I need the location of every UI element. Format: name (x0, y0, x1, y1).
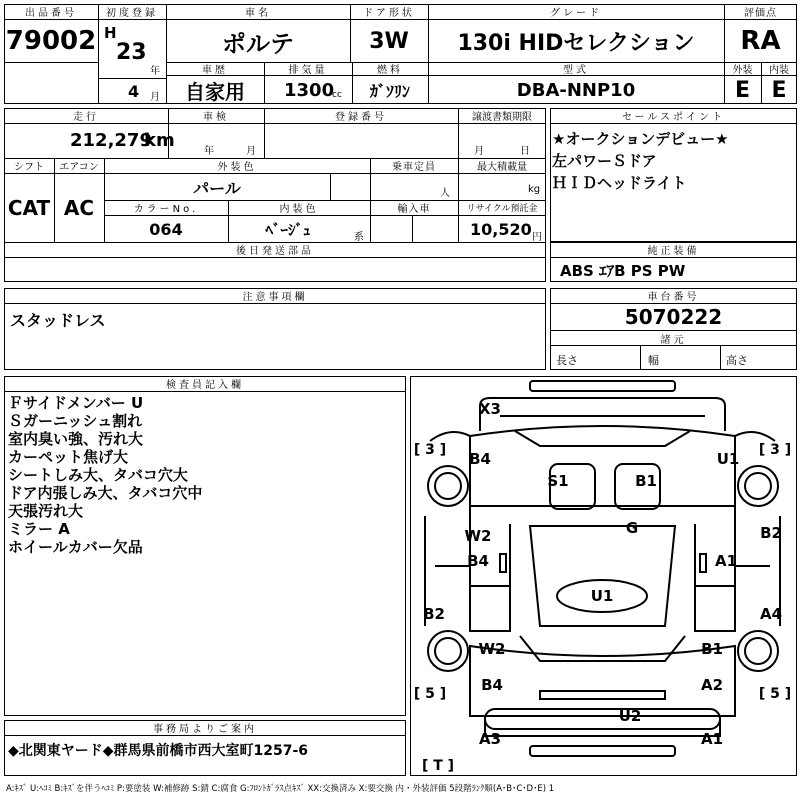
damage-mark: A3 (478, 730, 502, 748)
inspector-line: 天張汚れ大 (8, 502, 84, 520)
inspector-lines (8, 394, 202, 556)
exterior-score: E (734, 77, 751, 103)
score-value: RA (740, 26, 781, 56)
equipment-label: 純正装備 (550, 242, 797, 258)
reg-no-label: 登録番号 (264, 108, 458, 124)
inspector-line: シートしみ大、タバコ穴大 (8, 466, 188, 484)
interior-label: 内装 (761, 62, 797, 76)
ac-value: AC (63, 196, 95, 220)
displacement-label: 排気量 (264, 62, 352, 76)
notes-label: 注意事項欄 (4, 288, 546, 304)
sales-point-line: ＨＩＤヘッドライト (552, 174, 687, 192)
height-label: 高さ (726, 354, 748, 367)
office-label: 事務局よりご案内 (4, 720, 406, 736)
damage-mark: B2 (760, 524, 782, 542)
int-color-unit: 系 (354, 232, 364, 243)
notes-value: スタッドレス (10, 311, 106, 330)
damage-mark: G (625, 519, 639, 537)
grade-label: グレード (428, 4, 724, 20)
sales-point-line: ★オークションデビュー★ (552, 130, 729, 148)
inspector-line: 室内臭い強、汚れ大 (8, 430, 144, 448)
sales-point-line: 左パワーＳドア (552, 152, 657, 170)
model-label: 型式 (428, 62, 724, 76)
door-value: 3W (369, 28, 409, 54)
legend: A:ｷｽﾞ U:ﾍｺﾐ B:ｷｽﾞを伴うﾍｺﾐ P:要塗装 W:補修跡 S:錆 C:腐食 G:ﾌﾛﾝﾄｶﾞﾗｽ点ｷｽﾞ XX:交換済み X:要交換 内・外装評価 5段階ﾗﾝｸ順(A･B･C･D･E) 1 (6, 784, 555, 794)
yen-unit: 円 (532, 232, 542, 243)
chassis-value: 5070222 (624, 305, 723, 329)
later-parts-label: 後日発送部品 (4, 242, 546, 258)
mileage-value: 212,279 (70, 130, 152, 151)
max-load-unit: kg (528, 184, 541, 195)
door-label: ドア形状 (350, 4, 428, 20)
tyre-mark: [ 5 ] (413, 686, 447, 702)
displacement-value: 1300 (284, 80, 335, 101)
int-color-label: 内装色 (228, 200, 370, 216)
tyre-mark: [ T ] (421, 758, 455, 774)
damage-mark: U1 (716, 450, 740, 468)
fuel-label: 燃料 (352, 62, 428, 76)
interior-score: E (771, 77, 787, 103)
year-unit: 年 (150, 66, 160, 77)
damage-mark: A1 (700, 730, 724, 748)
inspector-line: ホイールカバー欠品 (8, 538, 143, 556)
damage-mark: B4 (467, 552, 489, 570)
transfer-day-unit: 日 (520, 146, 530, 157)
int-color-value: ﾍﾞｰｼﾞｭ (265, 220, 311, 239)
sales-point-lines (552, 130, 729, 192)
reg-year: 23 (116, 40, 147, 65)
damage-mark: B2 (423, 605, 445, 623)
import-label: 輸入車 (370, 200, 458, 216)
era: H (104, 24, 117, 42)
equipment-value: ABS ｴｱB PS PW (560, 262, 686, 280)
damage-mark: A1 (714, 552, 738, 570)
damage-mark: B4 (469, 450, 491, 468)
capacity-label: 乗車定員 (370, 158, 458, 174)
max-load-label: 最大積載量 (458, 158, 546, 174)
inspection-month-unit: 月 (246, 146, 256, 157)
office-value: ◆北関東ヤード◆群馬県前橋市西大室町1257-6 (8, 743, 309, 759)
exterior-label: 外装 (724, 62, 761, 76)
transfer-label: 譲渡書類期限 (458, 108, 546, 124)
fuel-value: ｶﾞｿﾘﾝ (369, 81, 410, 101)
transfer-month-unit: 月 (474, 146, 484, 157)
inspection-year-unit: 年 (204, 146, 214, 157)
damage-mark: A2 (700, 676, 724, 694)
inspector-line: ミラー A (8, 520, 70, 538)
damage-mark: A4 (759, 605, 783, 623)
car-name-label: 車名 (166, 4, 350, 20)
lot-number: 79002 (5, 26, 97, 56)
sales-point-label: セールスポイント (550, 108, 797, 124)
damage-mark: X3 (478, 400, 502, 418)
first-reg-label: 初度登録 (98, 4, 166, 20)
damage-mark: B4 (481, 676, 503, 694)
reg-month: 4 (128, 82, 140, 101)
grade-value: 130i HIDセレクション (457, 30, 695, 56)
damage-mark: W2 (464, 527, 492, 545)
spec-label: 諸元 (550, 330, 797, 346)
car-diagram (410, 376, 797, 776)
damage-mark: S1 (547, 472, 569, 490)
length-label: 長さ (556, 354, 578, 367)
inspector-line: Ｓガーニッシュ割れ (8, 412, 143, 430)
recycle-label: リサイクル預託金 (458, 200, 546, 216)
tyre-mark: [ 3 ] (413, 442, 447, 458)
shift-label: シフト (4, 158, 54, 174)
ac-label: エアコン (54, 158, 104, 174)
km-unit: km (144, 130, 175, 151)
score-label: 評価点 (724, 4, 797, 20)
inspection-label: 車検 (168, 108, 264, 124)
cc-unit: cc (332, 90, 342, 100)
inspector-line: ドア内張しみ大、タバコ穴中 (8, 484, 203, 502)
damage-mark: W2 (478, 640, 506, 658)
history-label: 車歴 (166, 62, 264, 76)
recycle-value: 10,520 (470, 220, 532, 239)
damage-mark: U1 (590, 587, 614, 605)
car-name: ポルテ (222, 29, 294, 58)
mileage-label: 走行 (4, 108, 168, 124)
history-value: 自家用 (185, 79, 245, 104)
inspector-line: Ｆサイドメンバー U (8, 394, 144, 412)
inspector-line: カーペット焦げ大 (8, 448, 129, 466)
lot-label: 出品番号 (4, 4, 98, 20)
damage-mark: B1 (635, 472, 657, 490)
tyre-mark: [ 3 ] (758, 442, 792, 458)
color-no-label: カラーNo. (104, 200, 228, 216)
width-label: 幅 (648, 354, 659, 367)
capacity-unit: 人 (440, 188, 450, 199)
ext-color-value: パール (193, 178, 241, 198)
color-no-value: 064 (149, 219, 183, 239)
damage-marks (423, 400, 782, 748)
month-unit: 月 (150, 92, 160, 103)
inspector-label: 検査員記入欄 (4, 376, 406, 392)
ext-color-label: 外装色 (104, 158, 370, 174)
chassis-label: 車台番号 (550, 288, 797, 304)
model-value: DBA-NNP10 (516, 79, 636, 101)
damage-mark: U2 (618, 707, 642, 725)
tyre-mark: [ 5 ] (758, 686, 792, 702)
shift-value: CAT (7, 196, 51, 220)
damage-mark: B1 (701, 640, 723, 658)
